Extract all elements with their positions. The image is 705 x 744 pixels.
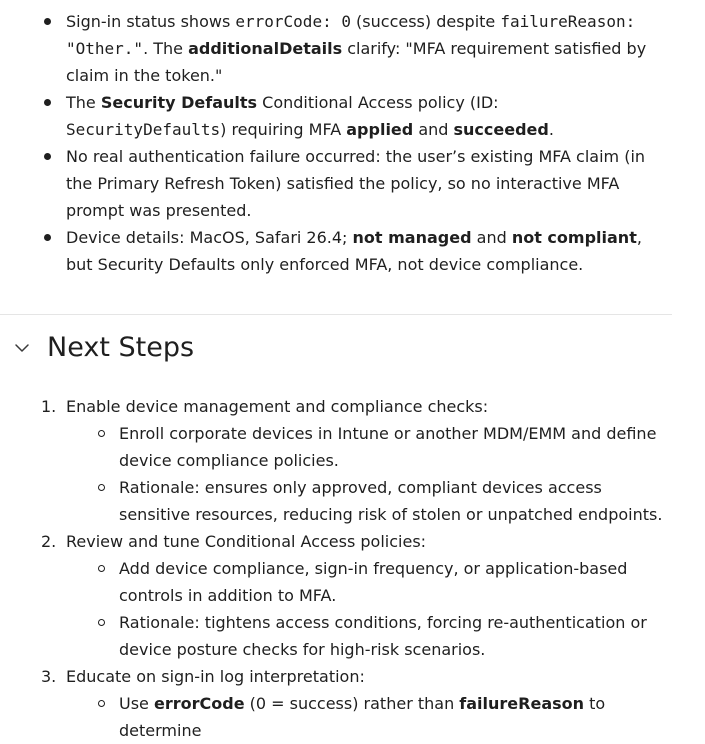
list-item xyxy=(0,393,670,528)
bullet-icon xyxy=(44,153,51,160)
step-number: 2. xyxy=(41,532,57,551)
inline-code: failureReason: "Other." xyxy=(66,12,636,58)
sub-list xyxy=(66,555,670,663)
list-item: Enroll corporate devices in Intune or another MDM/EMM and define device compliance policies. xyxy=(66,420,670,474)
bold-text: additionalDetails xyxy=(188,39,343,58)
hollow-bullet-icon xyxy=(98,565,105,572)
list-item: No real authentication failure occurred: the user’s existing MFA claim (in the Primary Refresh Token) satisfied the policy, so no interactive MFA prompt was presented. xyxy=(0,143,660,224)
list-item: Add device compliance, sign-in frequency, or application-based controls in addition to MFA. xyxy=(66,555,670,609)
step-number: 1. xyxy=(41,397,57,416)
list-item xyxy=(0,663,670,744)
section-divider xyxy=(0,314,672,315)
step-label: Educate on sign-in log interpretation: xyxy=(66,667,365,686)
hollow-bullet-icon xyxy=(98,619,105,626)
step-number: 3. xyxy=(41,667,57,686)
list-item xyxy=(0,528,670,663)
list-item: The Security Defaults Conditional Access policy (ID: SecurityDefaults) requiring MFA applied and succeeded. xyxy=(0,89,660,143)
section-title: Next Steps xyxy=(47,332,195,363)
bullet-icon xyxy=(44,234,51,241)
bold-text: succeeded xyxy=(453,120,549,139)
bullet-icon xyxy=(44,18,51,25)
inline-code: SecurityDefaults xyxy=(66,120,221,139)
next-steps-list xyxy=(0,393,670,744)
list-item: Use errorCode (0 = success) rather than failureReason to determine xyxy=(66,690,670,744)
hollow-bullet-icon xyxy=(98,700,105,707)
hollow-bullet-icon xyxy=(98,430,105,437)
bold-text: not managed xyxy=(352,228,472,247)
bullet-icon xyxy=(44,99,51,106)
sub-list xyxy=(66,690,670,744)
chevron-down-icon[interactable] xyxy=(14,340,30,356)
list-item: Sign-in status shows errorCode: 0 (success) despite failureReason: "Other.". The additionalDetails clarify: "MFA requirement satisfied by claim in the token." xyxy=(0,8,660,89)
sub-list xyxy=(66,420,670,528)
inline-code: errorCode: 0 xyxy=(235,12,351,31)
step-label: Enable device management and compliance checks: xyxy=(66,397,489,416)
list-item: Rationale: tightens access conditions, forcing re-authentication or device posture checks for high-risk scenarios. xyxy=(66,609,670,663)
bold-text: not compliant xyxy=(511,228,637,247)
bold-text: failureReason xyxy=(459,694,585,713)
summary-bullet-list xyxy=(0,8,660,278)
bold-text: applied xyxy=(346,120,414,139)
next-steps-section-toggle[interactable] xyxy=(0,328,672,368)
list-item: Device details: MacOS, Safari 26.4; not managed and not compliant, but Security Defaults only enforced MFA, not device compliance. xyxy=(0,224,660,278)
bold-text: errorCode xyxy=(153,694,245,713)
list-item: Rationale: ensures only approved, compliant devices access sensitive resources, reducing risk of stolen or unpatched endpoints. xyxy=(66,474,670,528)
hollow-bullet-icon xyxy=(98,484,105,491)
step-label: Review and tune Conditional Access policies: xyxy=(66,532,427,551)
bold-text: Security Defaults xyxy=(100,93,258,112)
